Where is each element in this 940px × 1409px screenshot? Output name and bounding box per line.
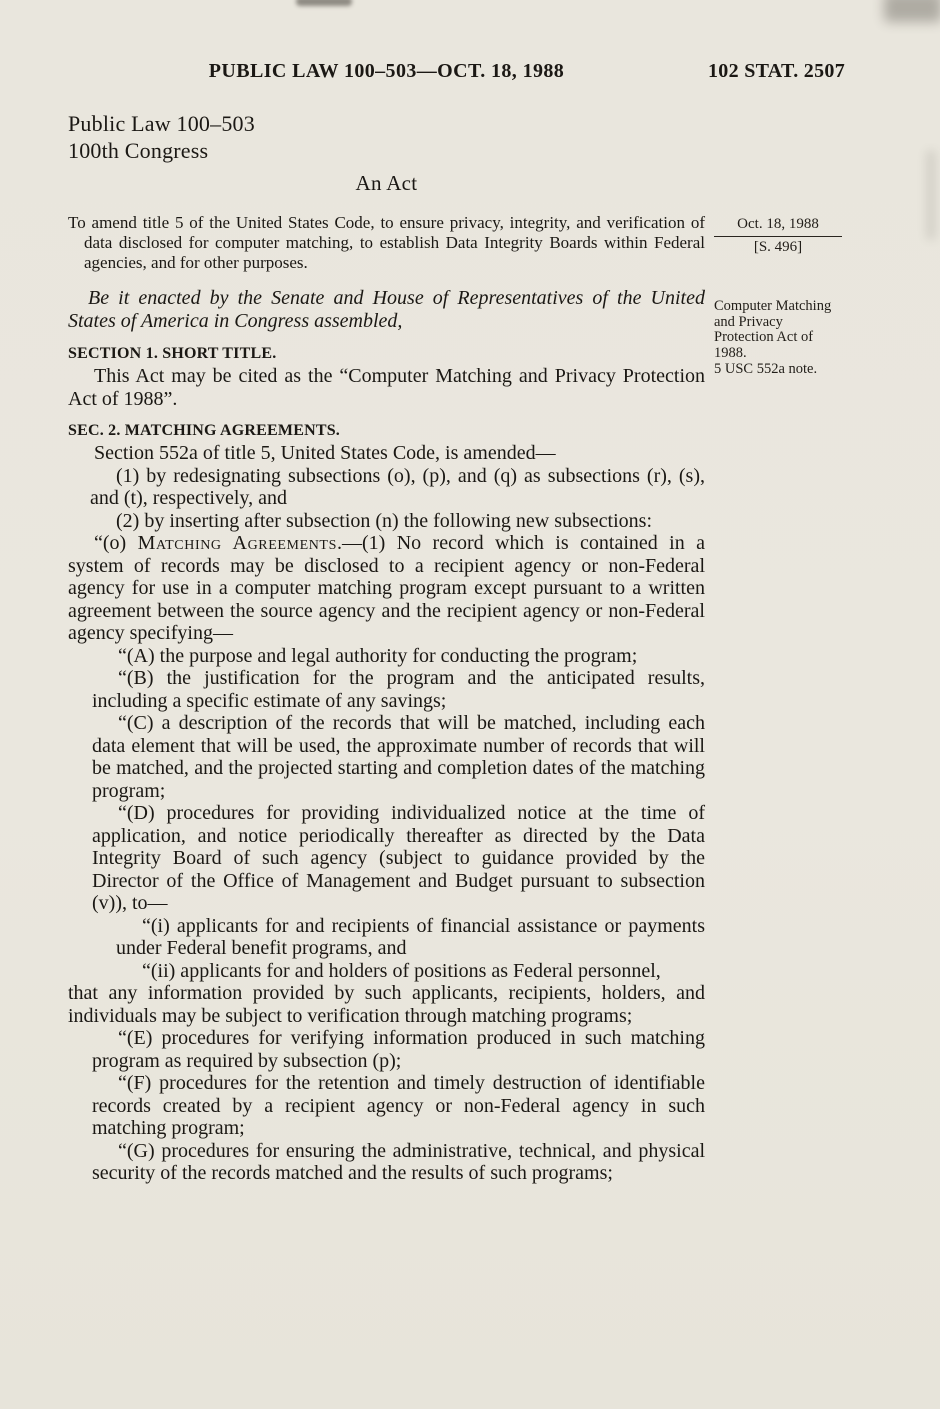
running-head: PUBLIC LAW 100–503—OCT. 18, 1988 [208, 60, 565, 82]
clause-d-ii: “(ii) applicants for and holders of positions as Federal personnel, [142, 959, 661, 982]
clause-d: “(D) procedures for providing individualized notice at the time of application, and notice periodically thereafter as directed by the Data Integrity Board of such agency (subject to guidance provided by the Director of the Office of Management and Budget pursuant to subsection (v)), to— [92, 802, 705, 914]
section-1-text: This Act may be cited as the “Computer Matching and Privacy Protection Act of 1988”. [68, 365, 705, 410]
clause-d-closing: that any information provided by such applicants, recipients, holders, and individuals may be subject to verification through matching programs; [68, 982, 705, 1027]
clause-f: “(F) procedures for the retention and timely destruction of identifiable records created by a recipient agency or non-Federal agency in such matching program; [92, 1072, 705, 1139]
margin-note-rule [714, 236, 842, 237]
margin-note-bill-number: [S. 496] [753, 239, 803, 255]
stat-page-number: 102 STAT. 2507 [708, 60, 845, 82]
margin-note-date: Oct. 18, 1988 [737, 216, 819, 232]
scan-artifact [884, 0, 940, 22]
clause-b: “(B) the justification for the program and the anticipated results, including a specific estimate of any savings; [92, 667, 705, 712]
scan-artifact [926, 150, 936, 240]
amendment-intro: Section 552a of title 5, United States Code, is amended— [94, 442, 556, 464]
clause-c: “(C) a description of the records that will be matched, including each data element that will be used, the approximate number of records that will be matched, and the projected starting and completion dates of the matching program; [92, 712, 705, 802]
main-text-column [68, 110, 705, 1185]
margin-note-usc: 5 USC 552a note. [714, 361, 818, 377]
section-1-heading: SECTION 1. SHORT TITLE. [68, 345, 277, 362]
law-heading [68, 110, 705, 164]
clause-d-i: “(i) applicants for and recipients of financial assistance or payments under Federal benefit programs, and [116, 914, 705, 959]
subsection-o-title: Matching Agreements [137, 532, 337, 554]
amendment-item-1: (1) by redesignating subsections (o), (p), and (q) as subsections (r), (s), and (t), respectively, and [90, 464, 705, 509]
clause-a: “(A) the purpose and legal authority for conducting the program; [118, 644, 638, 667]
margin-note-short-title-block [714, 299, 844, 378]
clause-g: “(G) procedures for ensuring the administrative, technical, and physical security of the records matched and the results of such programs; [92, 1139, 705, 1184]
margin-note-date-block [714, 216, 842, 256]
subsection-o-rest: .—(1) No record which is contained in a system of records may be disclosed to a recipient agency or non-Federal agency for use in a computer matching program except pursuant to a written agreement between the source agency and the recipient agency or non-Federal agency specifying— [68, 532, 706, 644]
law-number: Public Law 100–503 [68, 111, 255, 136]
enacting-clause: Be it enacted by the Senate and House of Representatives of the United States of America in Congress assembled, [68, 287, 705, 332]
subsection-o-lead: “(o) [94, 532, 138, 554]
margin-note-short-title: Computer Matching and Privacy Protection Act of 1988. [714, 298, 832, 361]
clause-e: “(E) procedures for verifying information produced in such matching program as required by subsection (p); [92, 1027, 705, 1072]
scan-artifact [296, 0, 352, 6]
purpose-clause: To amend title 5 of the United States Code, to ensure privacy, integrity, and verification of data disclosed for computer matching, to establish Data Integrity Boards within Federal agencies, and for other purposes. [68, 213, 705, 272]
section-2-heading: SEC. 2. MATCHING AGREEMENTS. [68, 422, 341, 439]
amendment-item-2: (2) by inserting after subsection (n) the following new subsections: [116, 509, 652, 532]
congress-number: 100th Congress [68, 138, 209, 163]
subsection-o-paragraph [68, 532, 705, 645]
act-title: An Act [355, 171, 418, 195]
